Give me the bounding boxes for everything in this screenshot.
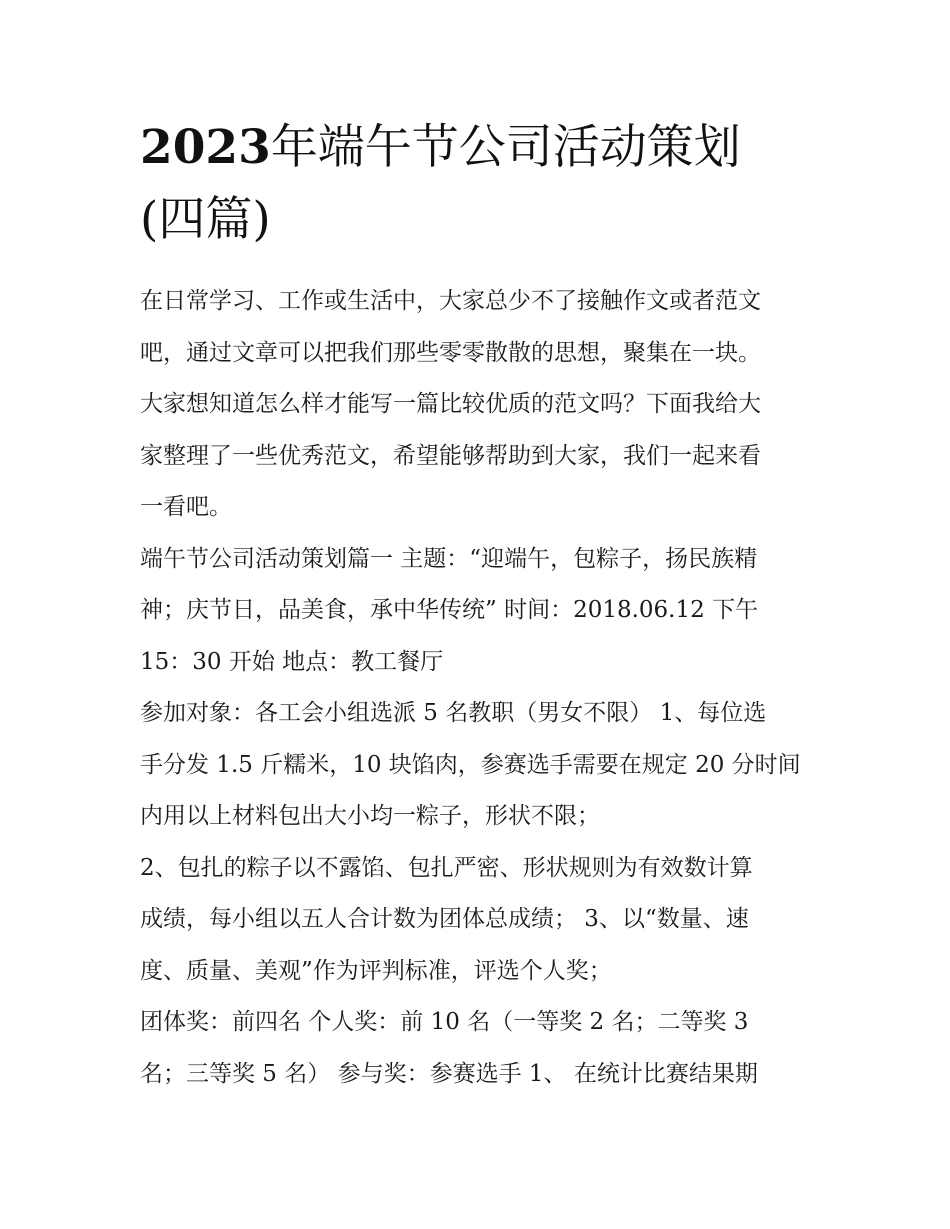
text-line: 参加对象：各工会小组选派 5 名教职（男女不限） 1、每位选 [140, 700, 767, 726]
text-line: 度、质量、美观”作为评判标准，评选个人奖； [140, 957, 612, 984]
text-line: 团体奖：前四名 个人奖：前 10 名（一等奖 2 名；二等奖 3 [140, 1009, 749, 1035]
text-line: 吧，通过文章可以把我们那些零零散散的思想，聚集在一块。 [140, 339, 761, 366]
text-line: 在日常学习、工作或生活中，大家总少不了接触作文或者范文 [140, 288, 761, 314]
title-year: 2023 [140, 120, 271, 175]
text-line: 名；三等奖 5 名） 参与奖：参赛选手 1、 在统计比赛结果期 [140, 1060, 758, 1087]
text-line: 手分发 1.5 斤糯米，10 块馅肉，参赛选手需要在规定 20 分时间 [140, 751, 801, 778]
text-line: 15：30 开始 地点：教工餐厅 [140, 648, 444, 675]
text-line: 大家想知道怎么样才能写一篇比较优质的范文吗？下面我给大 [140, 391, 761, 417]
body-text [140, 276, 830, 1100]
title-line1-text: 年端午节公司活动策划 [270, 120, 741, 175]
text-line: 成绩，每小组以五人合计数为团体总成绩； 3、以“数量、速 [140, 906, 749, 932]
page-title [140, 112, 820, 256]
text-line: 神；庆节日，品美食，承中华传统” 时间：2018.06.12 下午 [140, 597, 759, 623]
text-line: 一看吧。 [140, 494, 232, 520]
text-line: 端午节公司活动策划篇一 主题：“迎端午，包粽子，扬民族精 [140, 545, 758, 572]
text-line: 家整理了一些优秀范文，希望能够帮助到大家，我们一起来看 [140, 442, 761, 469]
text-line: 内用以上材料包出大小均一粽子，形状不限； [140, 803, 600, 829]
title-line2-text: (四篇) [140, 192, 271, 247]
text-line: 2、包扎的粽子以不露馅、包扎严密、形状规则为有效数计算 [140, 854, 753, 881]
